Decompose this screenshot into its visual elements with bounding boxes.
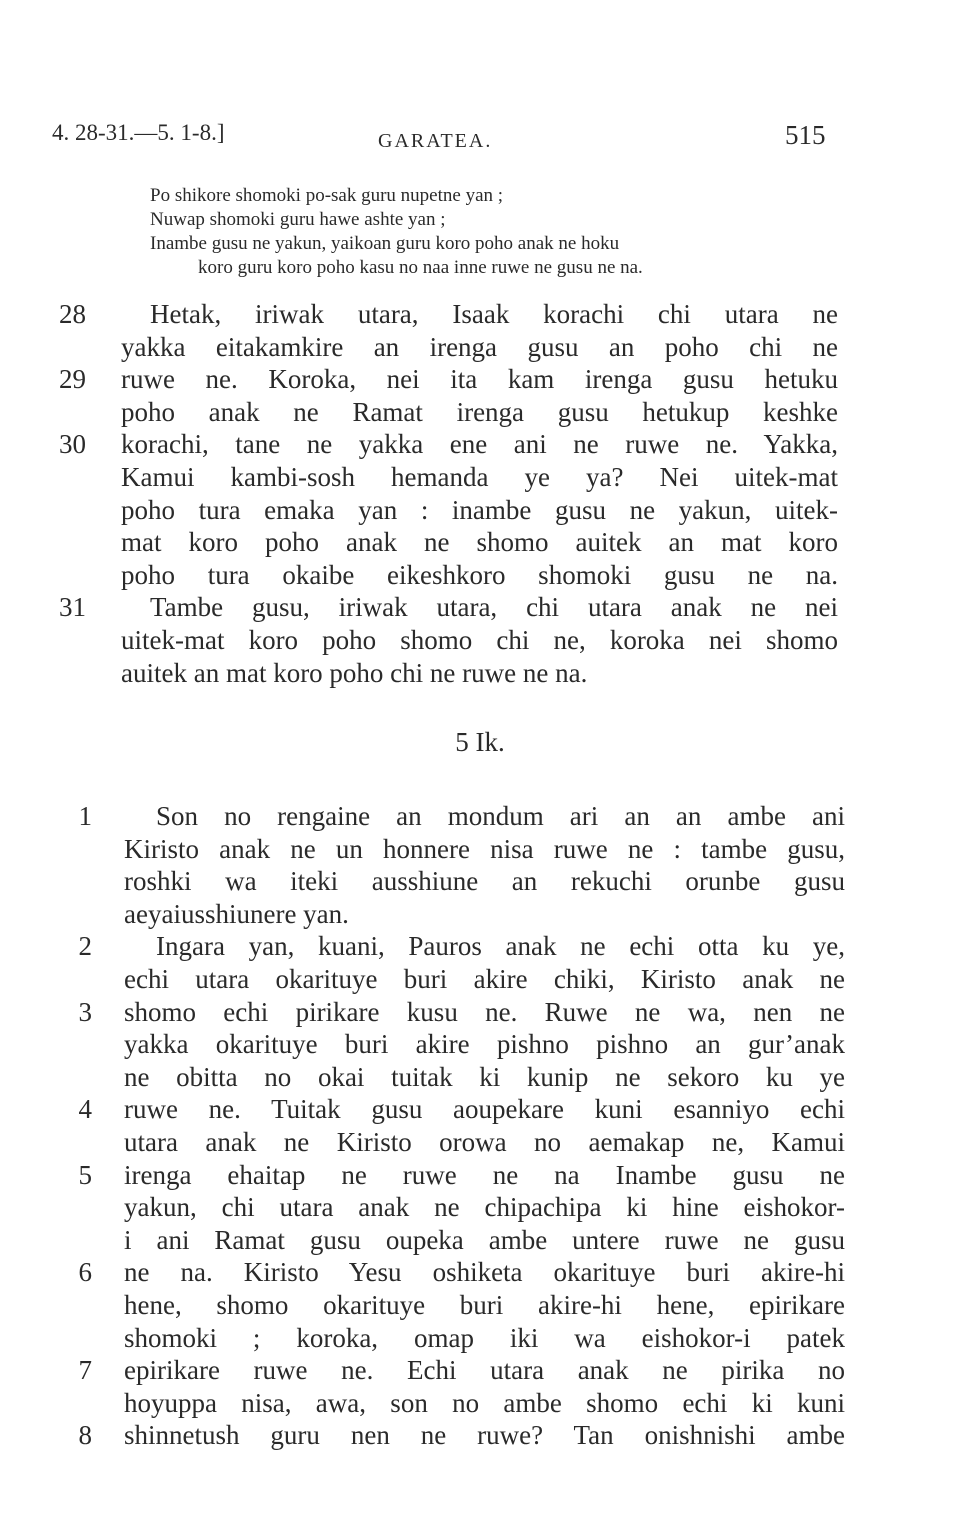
text-line: Kamui kambi-sosh hemanda ye ya? Nei uitek-mat	[121, 462, 838, 492]
text-line: shomo echi pirikare kusu ne. Ruwe ne wa, nen ne	[124, 996, 845, 1027]
verse-number: 5	[78, 1159, 92, 1190]
text-line: auitek an mat koro poho chi ne ruwe ne na.	[121, 657, 588, 688]
text-line: shomoki ; koroka, omap iki wa eishokor-i patek	[124, 1322, 845, 1353]
text-line: Kiristo anak ne un honnere nisa ruwe ne : tambe gusu,	[124, 833, 845, 864]
verse-number: 3	[78, 996, 92, 1027]
summary-note	[150, 184, 840, 280]
note-line: koro guru koro poho kasu no naa inne ruwe ne gusu ne na.	[198, 257, 643, 278]
verse-number: 29	[59, 364, 86, 395]
text-line: utara anak ne Kiristo orowa no aemakap ne, Kamui	[124, 1127, 845, 1157]
text-line: Tambe gusu, iriwak utara, chi utara anak ne nei	[150, 592, 838, 623]
text-line: yakun, chi utara anak ne chipachipa ki hine eishokor-	[124, 1192, 845, 1223]
page-number: 515	[785, 120, 826, 150]
note-line: Inambe gusu ne yakun, yaikoan guru koro poho anak ne hoku	[150, 233, 620, 254]
verse-number: 28	[59, 299, 86, 329]
text-line: hoyuppa nisa, awa, son no ambe shomo echi ki kuni	[124, 1387, 845, 1418]
text-line: Hetak, iriwak utara, Isaak korachi chi utara ne	[150, 299, 838, 329]
verse-number: 8	[78, 1420, 92, 1451]
text-line: epirikare ruwe ne. Echi utara anak ne pirika no	[124, 1355, 845, 1386]
text-line: Ingara yan, kuani, Pauros anak ne echi otta ku ye,	[156, 931, 845, 962]
text-line: hene, shomo okarituye buri akire-hi hene, epirikare	[124, 1290, 845, 1320]
verse-number: 2	[78, 931, 92, 962]
text-line: roshki wa iteki ausshiune an rekuchi orunbe gusu	[124, 866, 845, 897]
chapter-verse-range: 4. 28-31.—5. 1-8.]	[52, 120, 225, 145]
verse-number: 6	[78, 1257, 92, 1288]
running-header	[0, 120, 960, 160]
text-line: ne na. Kiristo Yesu oshiketa okarituye buri akire-hi	[124, 1257, 845, 1288]
verse-number: 30	[59, 429, 86, 460]
text-line: poho tura okaibe eikeshkoro shomoki gusu ne na.	[121, 559, 838, 590]
text-line: shinnetush guru nen ne ruwe? Tan onishnishi ambe	[124, 1420, 845, 1451]
text-line: ruwe ne. Tuitak gusu aoupekare kuni esanniyo echi	[124, 1094, 845, 1125]
text-line: uitek-mat koro poho shomo chi ne, koroka nei shomo	[121, 625, 838, 655]
note-line: Po shikore shomoki po-sak guru nupetne yan ;	[150, 185, 504, 206]
text-line: i ani Ramat gusu oupeka ambe untere ruwe ne gusu	[124, 1224, 845, 1255]
text-line: korachi, tane ne yakka ene ani ne ruwe ne. Yakka,	[121, 429, 838, 460]
text-line: yakka okarituye buri akire pishno pishno an gur’anak	[124, 1029, 845, 1060]
text-line: irenga ehaitap ne ruwe ne na Inambe gusu ne	[124, 1159, 845, 1190]
text-line: aeyaiusshiunere yan.	[124, 898, 349, 929]
text-line: ruwe ne. Koroka, nei ita kam irenga gusu hetuku	[121, 364, 838, 395]
verse-number: 31	[59, 592, 86, 623]
chapter-heading: 5 Ik.	[455, 727, 505, 757]
text-line: echi utara okarituye buri akire chiki, Kiristo anak ne	[124, 964, 845, 994]
verse-number: 4	[78, 1094, 92, 1125]
text-line: poho tura emaka yan : inambe gusu ne yakun, uitek-	[121, 494, 838, 525]
book-title: GARATEA.	[378, 130, 493, 152]
text-line: yakka eitakamkire an irenga gusu an poho chi ne	[121, 331, 838, 362]
verse-number: 7	[78, 1355, 92, 1386]
text-line: poho anak ne Ramat irenga gusu hetukup keshke	[121, 396, 838, 427]
text-line: ne obitta no okai tuitak ki kunip ne sekoro ku ye	[124, 1061, 845, 1092]
verse-number: 1	[78, 801, 92, 831]
text-line: Son no rengaine an mondum ari an an ambe ani	[156, 801, 845, 831]
text-line: mat koro poho anak ne shomo auitek an mat koro	[121, 527, 838, 558]
note-line: Nuwap shomoki guru hawe ashte yan ;	[150, 209, 446, 230]
